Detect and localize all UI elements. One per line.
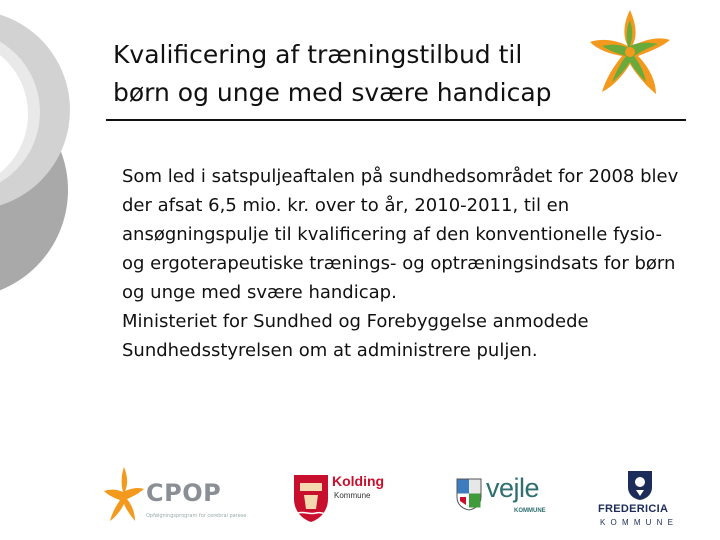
cpop-tagline: Opfølgningsprogram for cerebral parese <box>146 513 247 519</box>
star-logo-icon <box>586 6 674 98</box>
cpop-star-icon <box>102 463 146 525</box>
paragraph-1: Som led i satspuljeaftalen på sundhedsområdet for 2008 blev der afsat 6,5 mio. kr. over to år, 2010-2011, til en ansøgningspulje til kvalificering af den konventionelle fysio- og ergoterapeutiske trænings- og optræningsindsats for børn og unge med svære handicap. <box>122 166 679 303</box>
fredericia-name: FREDERICIA <box>598 503 669 515</box>
decorative-circles <box>0 0 90 300</box>
cpop-name: CPOP <box>146 479 222 507</box>
fredericia-crest-icon <box>626 469 654 501</box>
vejle-sub: KOMMUNE <box>514 508 546 514</box>
partner-logos <box>0 455 720 535</box>
slide-body <box>122 162 682 365</box>
vejle-name: vejle <box>486 473 540 503</box>
kolding-logo <box>290 465 400 525</box>
kolding-name: Kolding <box>332 473 385 489</box>
title-line-2: børn og unge med svære handicap <box>113 78 552 107</box>
title-line-1: Kvalificering af træningstilbud til <box>113 40 523 69</box>
vejle-logo <box>456 469 556 525</box>
kolding-crest-icon <box>292 469 330 523</box>
kolding-sub: Kommune <box>334 491 371 500</box>
slide-title <box>113 36 583 112</box>
fredericia-logo <box>598 469 688 531</box>
fredericia-sub: KOMMUNE <box>600 518 679 527</box>
cpop-logo <box>102 463 247 527</box>
paragraph-2: Ministeriet for Sundhed og Forebyggelse anmodede Sundhedsstyrelsen om at administrere puljen. <box>122 311 589 361</box>
title-divider <box>106 119 686 121</box>
vejle-crest-icon <box>456 477 482 511</box>
